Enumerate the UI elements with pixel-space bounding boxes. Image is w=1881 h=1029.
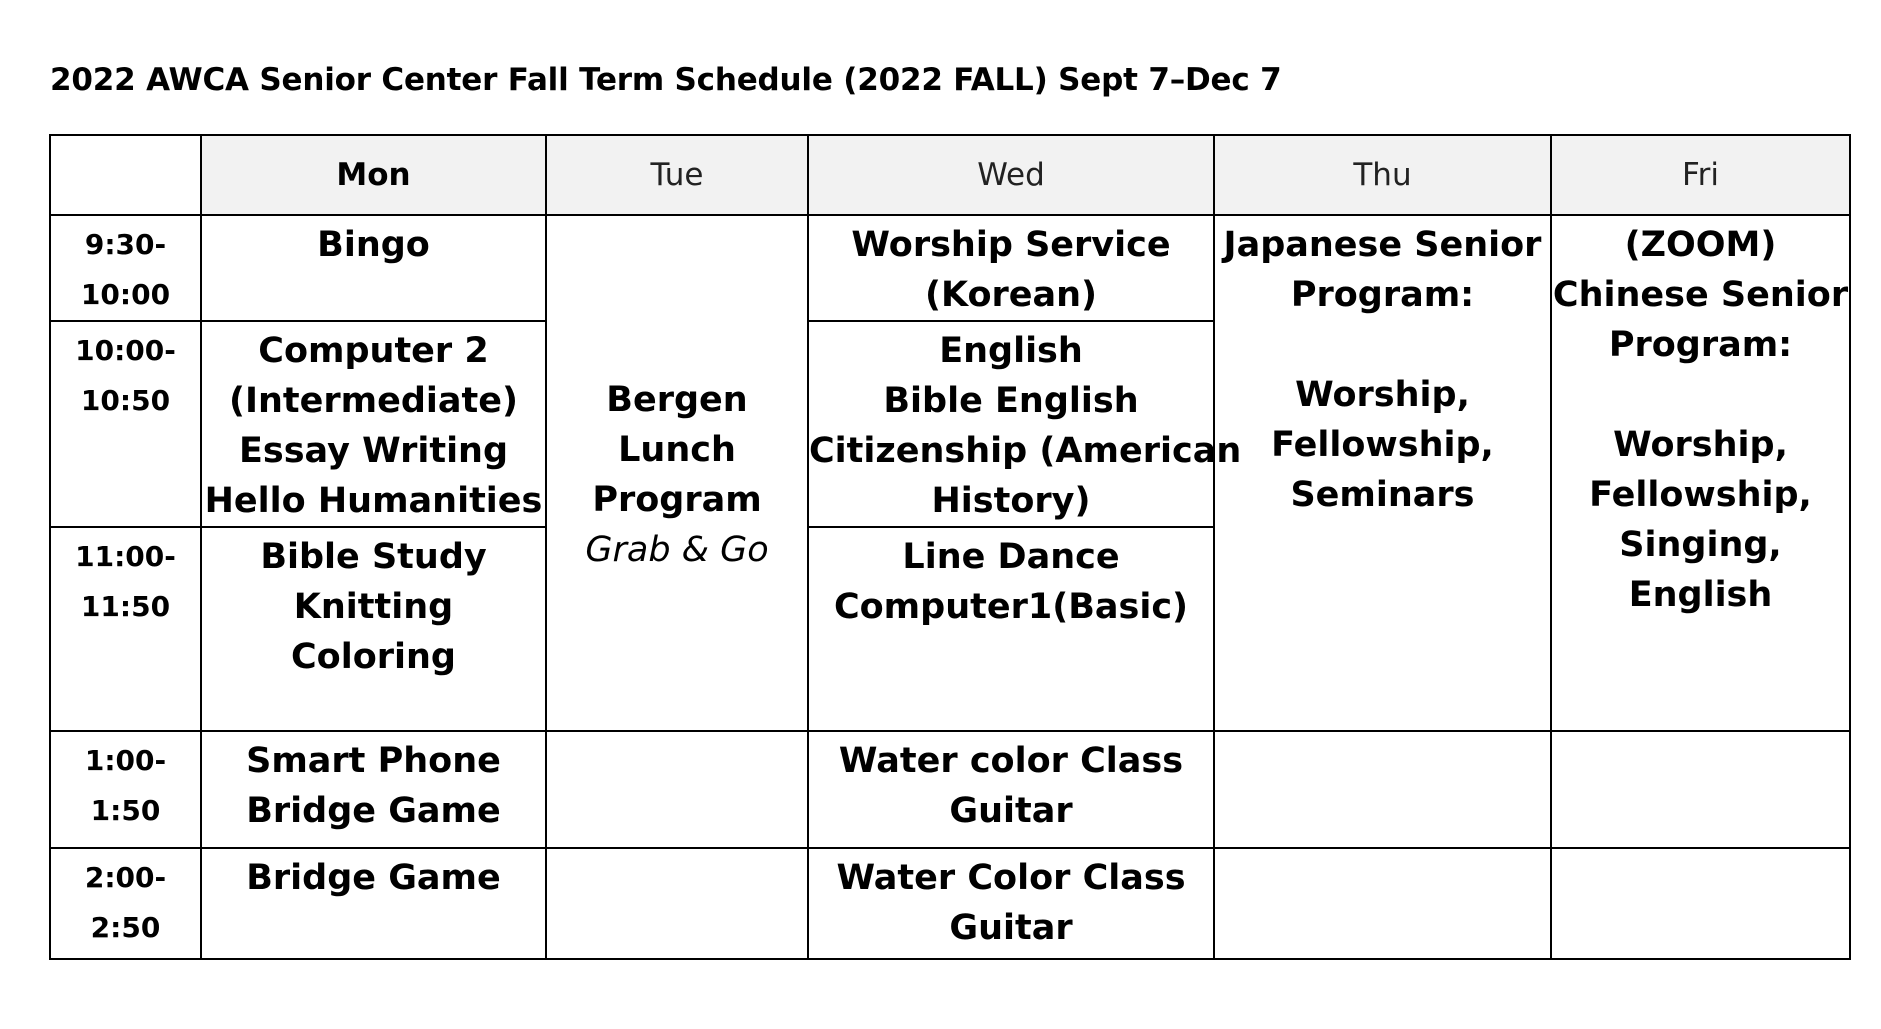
day-header-thu: Thu bbox=[1214, 135, 1551, 215]
day-header-mon: Mon bbox=[201, 135, 546, 215]
activity: Computer1(Basic) bbox=[833, 587, 1189, 627]
table-row bbox=[50, 215, 1850, 321]
mon-slot-3 bbox=[201, 527, 546, 731]
activity: Guitar bbox=[949, 908, 1073, 948]
time-slot-1 bbox=[50, 215, 201, 321]
day-header-fri: Fri bbox=[1551, 135, 1850, 215]
activity: Guitar bbox=[949, 791, 1073, 831]
time-slot-4 bbox=[50, 731, 201, 848]
activity: English bbox=[1628, 575, 1773, 615]
fri-morning bbox=[1551, 215, 1850, 731]
activity: Hello Humanities bbox=[204, 481, 543, 521]
table-row bbox=[50, 731, 1850, 848]
activity: (Intermediate) bbox=[228, 381, 518, 421]
header-row bbox=[50, 135, 1850, 215]
activity: Knitting bbox=[293, 587, 454, 627]
wed-slot-1 bbox=[808, 215, 1214, 321]
tue-slot-5 bbox=[546, 848, 808, 959]
mon-slot-1 bbox=[201, 215, 546, 321]
mon-slot-4 bbox=[201, 731, 546, 848]
activity: (ZOOM) bbox=[1624, 225, 1777, 265]
activity: Essay Writing bbox=[238, 431, 509, 471]
wed-slot-2 bbox=[808, 321, 1242, 527]
activity: Citizenship (American bbox=[809, 431, 1242, 471]
time-start: 9:30- bbox=[84, 228, 167, 261]
tue-morning bbox=[546, 215, 808, 731]
wed-slot-5 bbox=[808, 848, 1214, 959]
time-end: 10:50 bbox=[80, 384, 171, 417]
mon-slot-2 bbox=[201, 321, 546, 527]
time-end: 10:00 bbox=[80, 278, 171, 311]
spacer bbox=[1552, 370, 1849, 420]
spacer bbox=[1215, 320, 1550, 370]
activity-note: Grab & Go bbox=[585, 530, 769, 570]
thu-slot-5 bbox=[1214, 848, 1551, 959]
fri-slot-4 bbox=[1551, 731, 1850, 848]
activity: Program bbox=[592, 480, 762, 520]
corner-cell bbox=[50, 135, 201, 215]
activity: Bergen bbox=[606, 380, 748, 420]
time-start: 10:00- bbox=[75, 334, 176, 367]
activity: Computer 2 bbox=[258, 331, 489, 371]
time-end: 2:50 bbox=[90, 911, 161, 944]
activity: History) bbox=[931, 481, 1091, 521]
activity: Water color Class bbox=[838, 741, 1184, 781]
wed-slot-4 bbox=[808, 731, 1214, 848]
activity: Bridge Game bbox=[246, 791, 501, 831]
activity: Worship Service bbox=[851, 225, 1171, 265]
tue-slot-4 bbox=[546, 731, 808, 848]
time-end: 11:50 bbox=[80, 590, 171, 623]
table-row bbox=[50, 848, 1850, 959]
activity: (Korean) bbox=[924, 275, 1098, 315]
day-header-tue: Tue bbox=[546, 135, 808, 215]
time-slot-5 bbox=[50, 848, 201, 959]
activity: Chinese Senior bbox=[1552, 275, 1849, 315]
mon-slot-5 bbox=[201, 848, 546, 959]
activity: Worship, bbox=[1295, 375, 1470, 415]
time-start: 11:00- bbox=[75, 540, 176, 573]
time-end: 1:50 bbox=[90, 794, 161, 827]
activity: Bridge Game bbox=[246, 858, 501, 898]
activity: Lunch bbox=[618, 430, 736, 470]
activity: Fellowship, bbox=[1589, 475, 1812, 515]
time-start: 1:00- bbox=[84, 744, 167, 777]
fri-slot-5 bbox=[1551, 848, 1850, 959]
activity: Bible English bbox=[883, 381, 1139, 421]
activity: Coloring bbox=[290, 637, 456, 677]
wed-slot-3 bbox=[808, 527, 1214, 731]
day-header-wed: Wed bbox=[808, 135, 1214, 215]
activity: Japanese Senior bbox=[1223, 225, 1542, 265]
activity: Program: bbox=[1608, 325, 1793, 365]
activity: Bible Study bbox=[260, 537, 487, 577]
thu-slot-4 bbox=[1214, 731, 1551, 848]
time-slot-2 bbox=[50, 321, 201, 527]
time-start: 2:00- bbox=[84, 861, 167, 894]
activity: Program: bbox=[1290, 275, 1475, 315]
activity: Line Dance bbox=[902, 537, 1120, 577]
schedule-table bbox=[49, 134, 1851, 960]
thu-morning bbox=[1214, 215, 1551, 731]
activity: Worship, bbox=[1613, 425, 1788, 465]
activity: Singing, bbox=[1619, 525, 1782, 565]
activity: Water Color Class bbox=[836, 858, 1186, 898]
time-slot-3 bbox=[50, 527, 201, 731]
page-title: 2022 AWCA Senior Center Fall Term Schedule (2022 FALL) Sept 7–Dec 7 bbox=[50, 62, 1282, 98]
activity: Smart Phone bbox=[246, 741, 501, 781]
activity: English bbox=[939, 331, 1083, 371]
activity: Seminars bbox=[1290, 475, 1475, 515]
activity: Bingo bbox=[317, 225, 430, 265]
activity: Fellowship, bbox=[1271, 425, 1494, 465]
